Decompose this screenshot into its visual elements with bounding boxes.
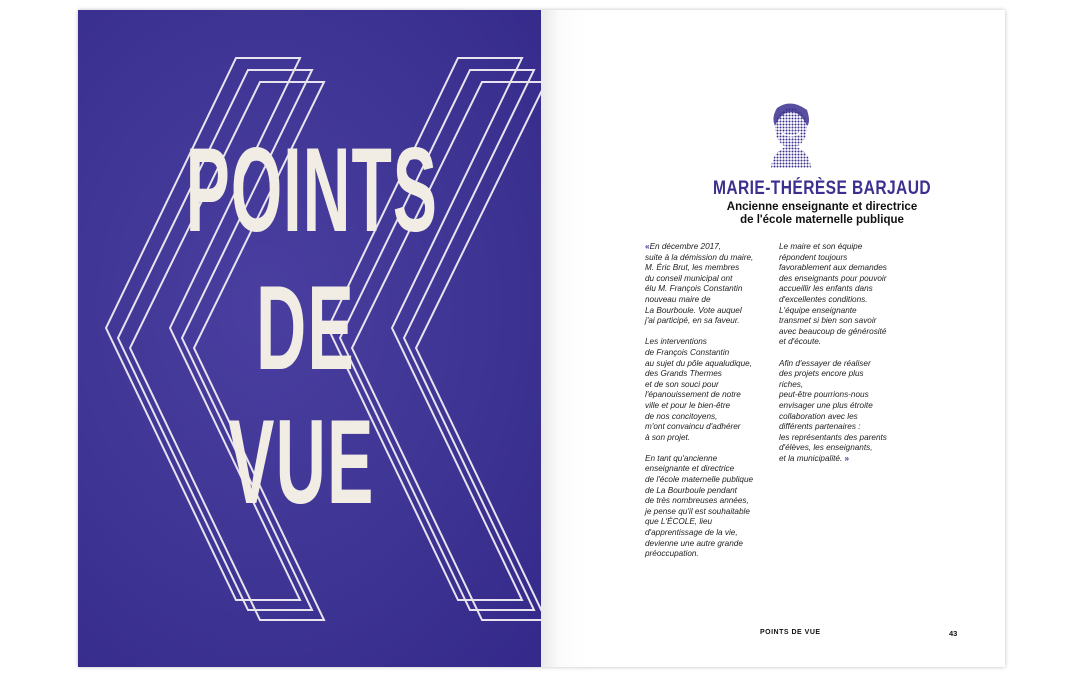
open-quote: « — [645, 242, 650, 251]
author-role — [681, 201, 963, 227]
author-role-line1: Ancienne enseignante et directrice — [726, 201, 918, 213]
author-role-line2: de l'école maternelle publique — [740, 214, 904, 226]
portrait-halftone-icon — [767, 102, 815, 168]
left-page-cover — [78, 10, 541, 667]
close-quote: » — [844, 453, 850, 463]
paragraph: Le maire et son équipe répondent toujours favorablement aux demandes des enseignants pour pouvoir accueillir les enfants dans d'excellentes conditions. L'équipe enseignante transmet si bien son savoir avec beaucoup de générosité et d'écoute. — [779, 242, 887, 347]
paragraph — [645, 242, 765, 327]
title-line-points: POINTS — [185, 123, 439, 257]
right-page-article — [541, 10, 1005, 667]
text-column-1 — [645, 242, 765, 570]
paragraph — [779, 359, 889, 465]
paragraph: En tant qu'ancienne enseignante et directrice de l'école maternelle publique de La Bourboule pendant de très nombreuses années, je pense qu'il est souhaitable que L'ÉCOLE, lieu d'apprentissage de la vie, devienne une autre grande préoccupation. — [645, 453, 754, 559]
author-name: MARIE-THÉRÈSE BARJAUD — [712, 178, 932, 199]
magazine-spread — [78, 10, 1005, 667]
text-column-2 — [779, 242, 889, 475]
paragraph-text: En décembre 2017, suite à la démission du maire, M. Éric Brut, les membres du conseil municipal ont élu M. François Constantin nouveau maire de La Bourboule. Vote auquel j'ai participé, en sa faveur. — [645, 242, 754, 326]
footer-page-number: 43 — [949, 629, 958, 638]
paragraph-text: Afin d'essayer de réaliser des projets encore plus riches, peut-être pourrions-nous envisager une plus étroite collaboration avec les différents partenaires : les représentants des parents d'élèves, les enseignants, et la municipalité. — [779, 358, 887, 463]
footer-section-title: POINTS DE VUE — [760, 629, 821, 636]
title-line-de: DE — [256, 261, 356, 395]
paragraph: Les interventions de François Constantin au sujet du pôle aqualudique, des Grands Thermes et de son souci pour l'épanouissement de notre ville et pour le bien-être de nos concitoyens, m'ont convaincu d'adhérer à son projet. — [645, 337, 752, 442]
title-line-vue: VUE — [228, 395, 375, 529]
